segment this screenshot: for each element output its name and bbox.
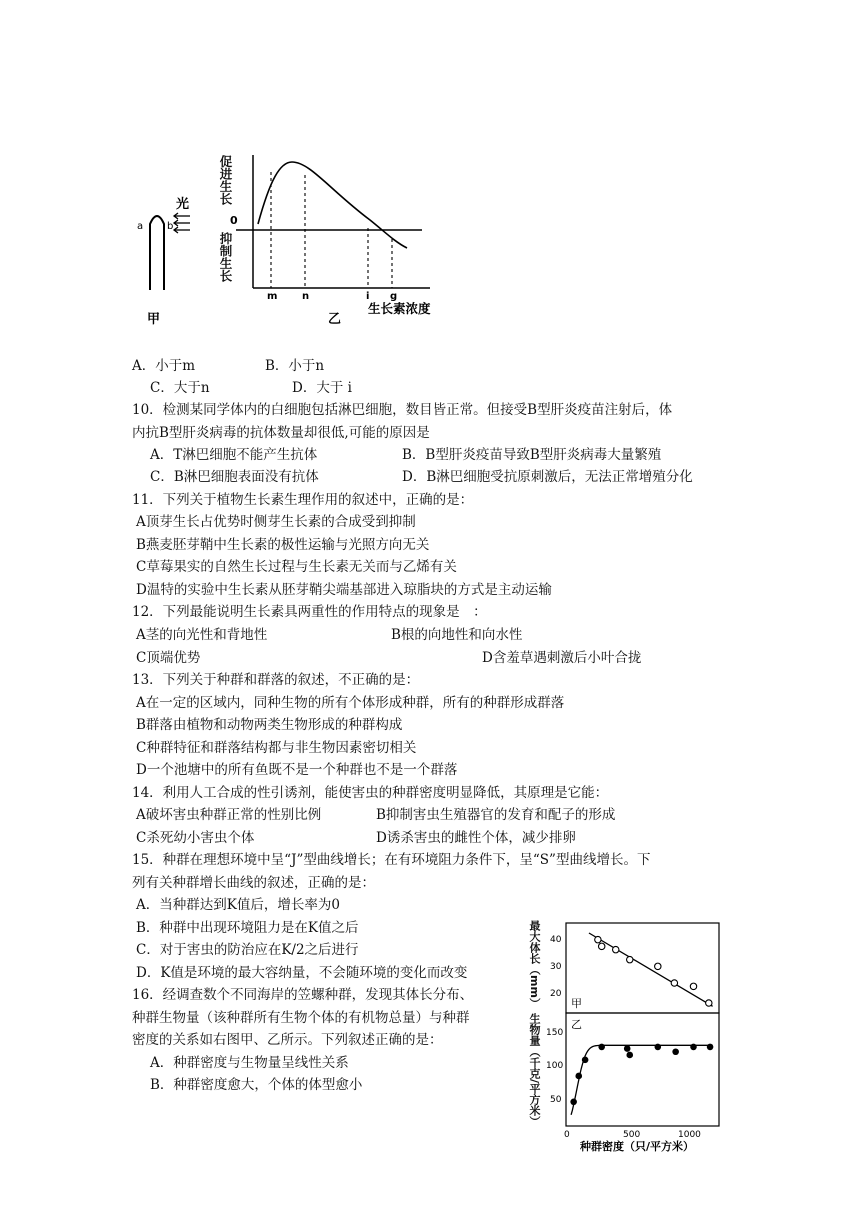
q10-option-a: A．T淋巴细胞不能产生抗体 [150, 447, 318, 463]
q12-option-c: C顶端优势 [136, 650, 201, 666]
q15-option-b: B．种群中出现环境阻力是在K值之后 [136, 920, 359, 936]
q15-option-a: A．当种群达到K值后，增长率为0 [136, 897, 340, 913]
label-b: b [167, 221, 174, 232]
q13-option-c: C种群特征和群落结构都与非生物因素密切相关 [136, 740, 417, 756]
jia-data-point-5 [655, 963, 661, 969]
q12-option-b: B根的向地性和向水性 [391, 627, 523, 643]
q12-option-d: D含羞草遇刺激后小叶合拢 [482, 650, 642, 666]
jia-data-point-1 [595, 936, 601, 942]
q14-stem: 14．利用人工合成的性引诱剂，能使害虫的种群密度明显降低，其原理是它能： [132, 785, 609, 801]
yi-data-point-3 [582, 1057, 589, 1064]
q9-option-b: B．小于n [265, 358, 325, 374]
q9-option-c: C．大于n [150, 380, 210, 396]
yi-y-axis-label: 生物量（千克/平方米） [528, 1013, 541, 1128]
q11-option-c: C草莓果实的自然生长过程与生长素无关而与乙烯有关 [136, 559, 457, 575]
q15-option-d: D．K值是环境的最大容纳量，不会随环境的变化而改变 [136, 965, 468, 981]
q9-option-a: A．小于m [132, 358, 196, 374]
yi-data-point-8 [672, 1048, 679, 1055]
y-axis-top-label: 促进生长 [218, 155, 233, 205]
yi-data-point-4 [598, 1044, 605, 1051]
q16-option-b: B．种群密度愈大，个体的体型愈小 [150, 1077, 363, 1093]
limpet-charts-figure [528, 918, 728, 1153]
jia-panel-frame [566, 923, 719, 1013]
yi-ytick-100: 100 [546, 1061, 564, 1071]
q12-option-a: A茎的向光性和背地性 [136, 627, 268, 643]
x-axis-label: 种群密度（只/平方米） [580, 1140, 695, 1153]
q13-option-b: B群落由植物和动物两类生物形成的种群构成 [136, 717, 403, 733]
label-light: 光 [176, 197, 190, 212]
q10-option-d: D．B淋巴细胞受抗原刺激后，无法正常增殖分化 [402, 469, 693, 485]
q16-stem-line3: 密度的关系如右图甲、乙所示。下列叙述正确的是： [132, 1032, 443, 1048]
jia-trend-line [589, 933, 713, 1006]
q13-option-a: A在一定的区域内，同种生物的所有个体形成种群，所有的种群形成群落 [136, 695, 565, 711]
jia-ytick-30: 30 [550, 962, 562, 972]
q11-option-a: A顶芽生长占优势时侧芽生长素的合成受到抑制 [136, 514, 416, 530]
yi-ytick-50: 50 [550, 1095, 562, 1105]
yi-data-point-1 [570, 1098, 577, 1105]
yi-data-point-2 [575, 1073, 582, 1080]
response-curve [258, 162, 407, 248]
jia-data-point-7 [690, 983, 696, 989]
panel-yi-label: 乙 [328, 312, 342, 327]
q10-stem-line2: 内抗B型肝炎病毒的抗体数量却很低,可能的原因是 [132, 425, 430, 441]
q16-stem-line2: 种群生物量（该种群所有生物个体的有机物总量）与种群 [132, 1010, 470, 1026]
auxin-curve-chart [218, 155, 431, 327]
auxin-figure [130, 150, 460, 335]
yi-panel-label: 乙 [571, 1018, 582, 1031]
y-zero-label: 0 [230, 214, 238, 227]
label-a: a [137, 221, 144, 232]
yi-ytick-150: 150 [546, 1028, 564, 1038]
q15-stem-line2: 列有关种群增长曲线的叙述，正确的是： [132, 875, 375, 891]
q15-option-c: C．对于害虫的防治应在K/2之后进行 [136, 942, 359, 958]
q15-stem-line1: 15．种群在理想环境中呈“J”型曲线增长；在有环境阻力条件下，呈“S”型曲线增长。下 [132, 852, 651, 868]
q16-stem-line1: 16．经调查数个不同海岸的笠螺种群，发现其体长分布、 [132, 987, 474, 1003]
q10-option-c: C．B淋巴细胞表面没有抗体 [150, 469, 319, 485]
x-tick-i: i [366, 291, 370, 302]
yi-panel-frame [566, 1013, 719, 1126]
q14-option-b: B抑制害虫生殖器官的发育和配子的形成 [376, 807, 616, 823]
x-tick-m: m [267, 291, 278, 302]
yi-data-point-9 [690, 1044, 697, 1051]
yi-trend-curve [571, 1045, 713, 1115]
yi-data-point-7 [655, 1044, 662, 1051]
jia-y-axis-label: 最大体长（mm） [528, 920, 541, 1009]
yi-data-point-5 [624, 1045, 631, 1052]
xtick-500: 500 [623, 1130, 641, 1140]
jia-data-point-2 [599, 943, 605, 949]
q14-option-c: C杀死幼小害虫个体 [136, 830, 255, 846]
q16-option-a: A．种群密度与生物量呈线性关系 [150, 1055, 349, 1071]
x-axis-label: 生长素浓度 [368, 301, 431, 316]
panel-jia-label: 甲 [147, 312, 161, 327]
jia-panel-label: 甲 [571, 997, 582, 1010]
xtick-0: 0 [564, 1130, 570, 1140]
q14-option-a: A破坏害虫种群正常的性别比例 [136, 807, 322, 823]
q14-option-d: D诱杀害虫的雌性个体，减少排卵 [376, 830, 576, 846]
yi-data-point-10 [707, 1044, 714, 1051]
x-tick-g: g [390, 291, 398, 302]
x-tick-n: n [302, 291, 310, 302]
xtick-1000: 1000 [678, 1130, 701, 1140]
q11-stem: 11．下列关于植物生长素生理作用的叙述中，正确的是： [132, 492, 474, 508]
jia-data-point-3 [613, 946, 619, 952]
y-axis-bottom-label: 抑制生长 [218, 232, 233, 282]
jia-ytick-20: 20 [550, 989, 562, 999]
q11-option-b: B燕麦胚芽鞘中生长素的极性运输与光照方向无关 [136, 537, 430, 553]
q10-option-b: B．B型肝炎疫苗导致B型肝炎病毒大量繁殖 [402, 447, 662, 463]
q9-option-d: D．大于 i [292, 380, 352, 396]
jia-data-point-4 [627, 956, 633, 962]
jia-data-point-6 [671, 980, 677, 986]
q13-option-d: D一个池塘中的所有鱼既不是一个种群也不是一个群落 [136, 762, 458, 778]
q12-stem: 12．下列最能说明生长素具两重性的作用特点的现象是 ： [132, 604, 487, 620]
yi-data-point-6 [626, 1052, 633, 1059]
jia-data-point-8 [706, 1000, 712, 1006]
q13-stem: 13．下列关于种群和群落的叙述，不正确的是： [132, 672, 420, 688]
q11-option-d: D温特的实验中生长素从胚芽鞘尖端基部进入琼脂块的方式是主动运输 [136, 582, 552, 598]
seedling-diagram [137, 196, 190, 327]
q10-stem-line1: 10．检测某同学体内的白细胞包括淋巴细胞，数目皆正常。但接受B型肝炎疫苗注射后，体 [132, 402, 673, 418]
jia-ytick-40: 40 [550, 935, 562, 945]
